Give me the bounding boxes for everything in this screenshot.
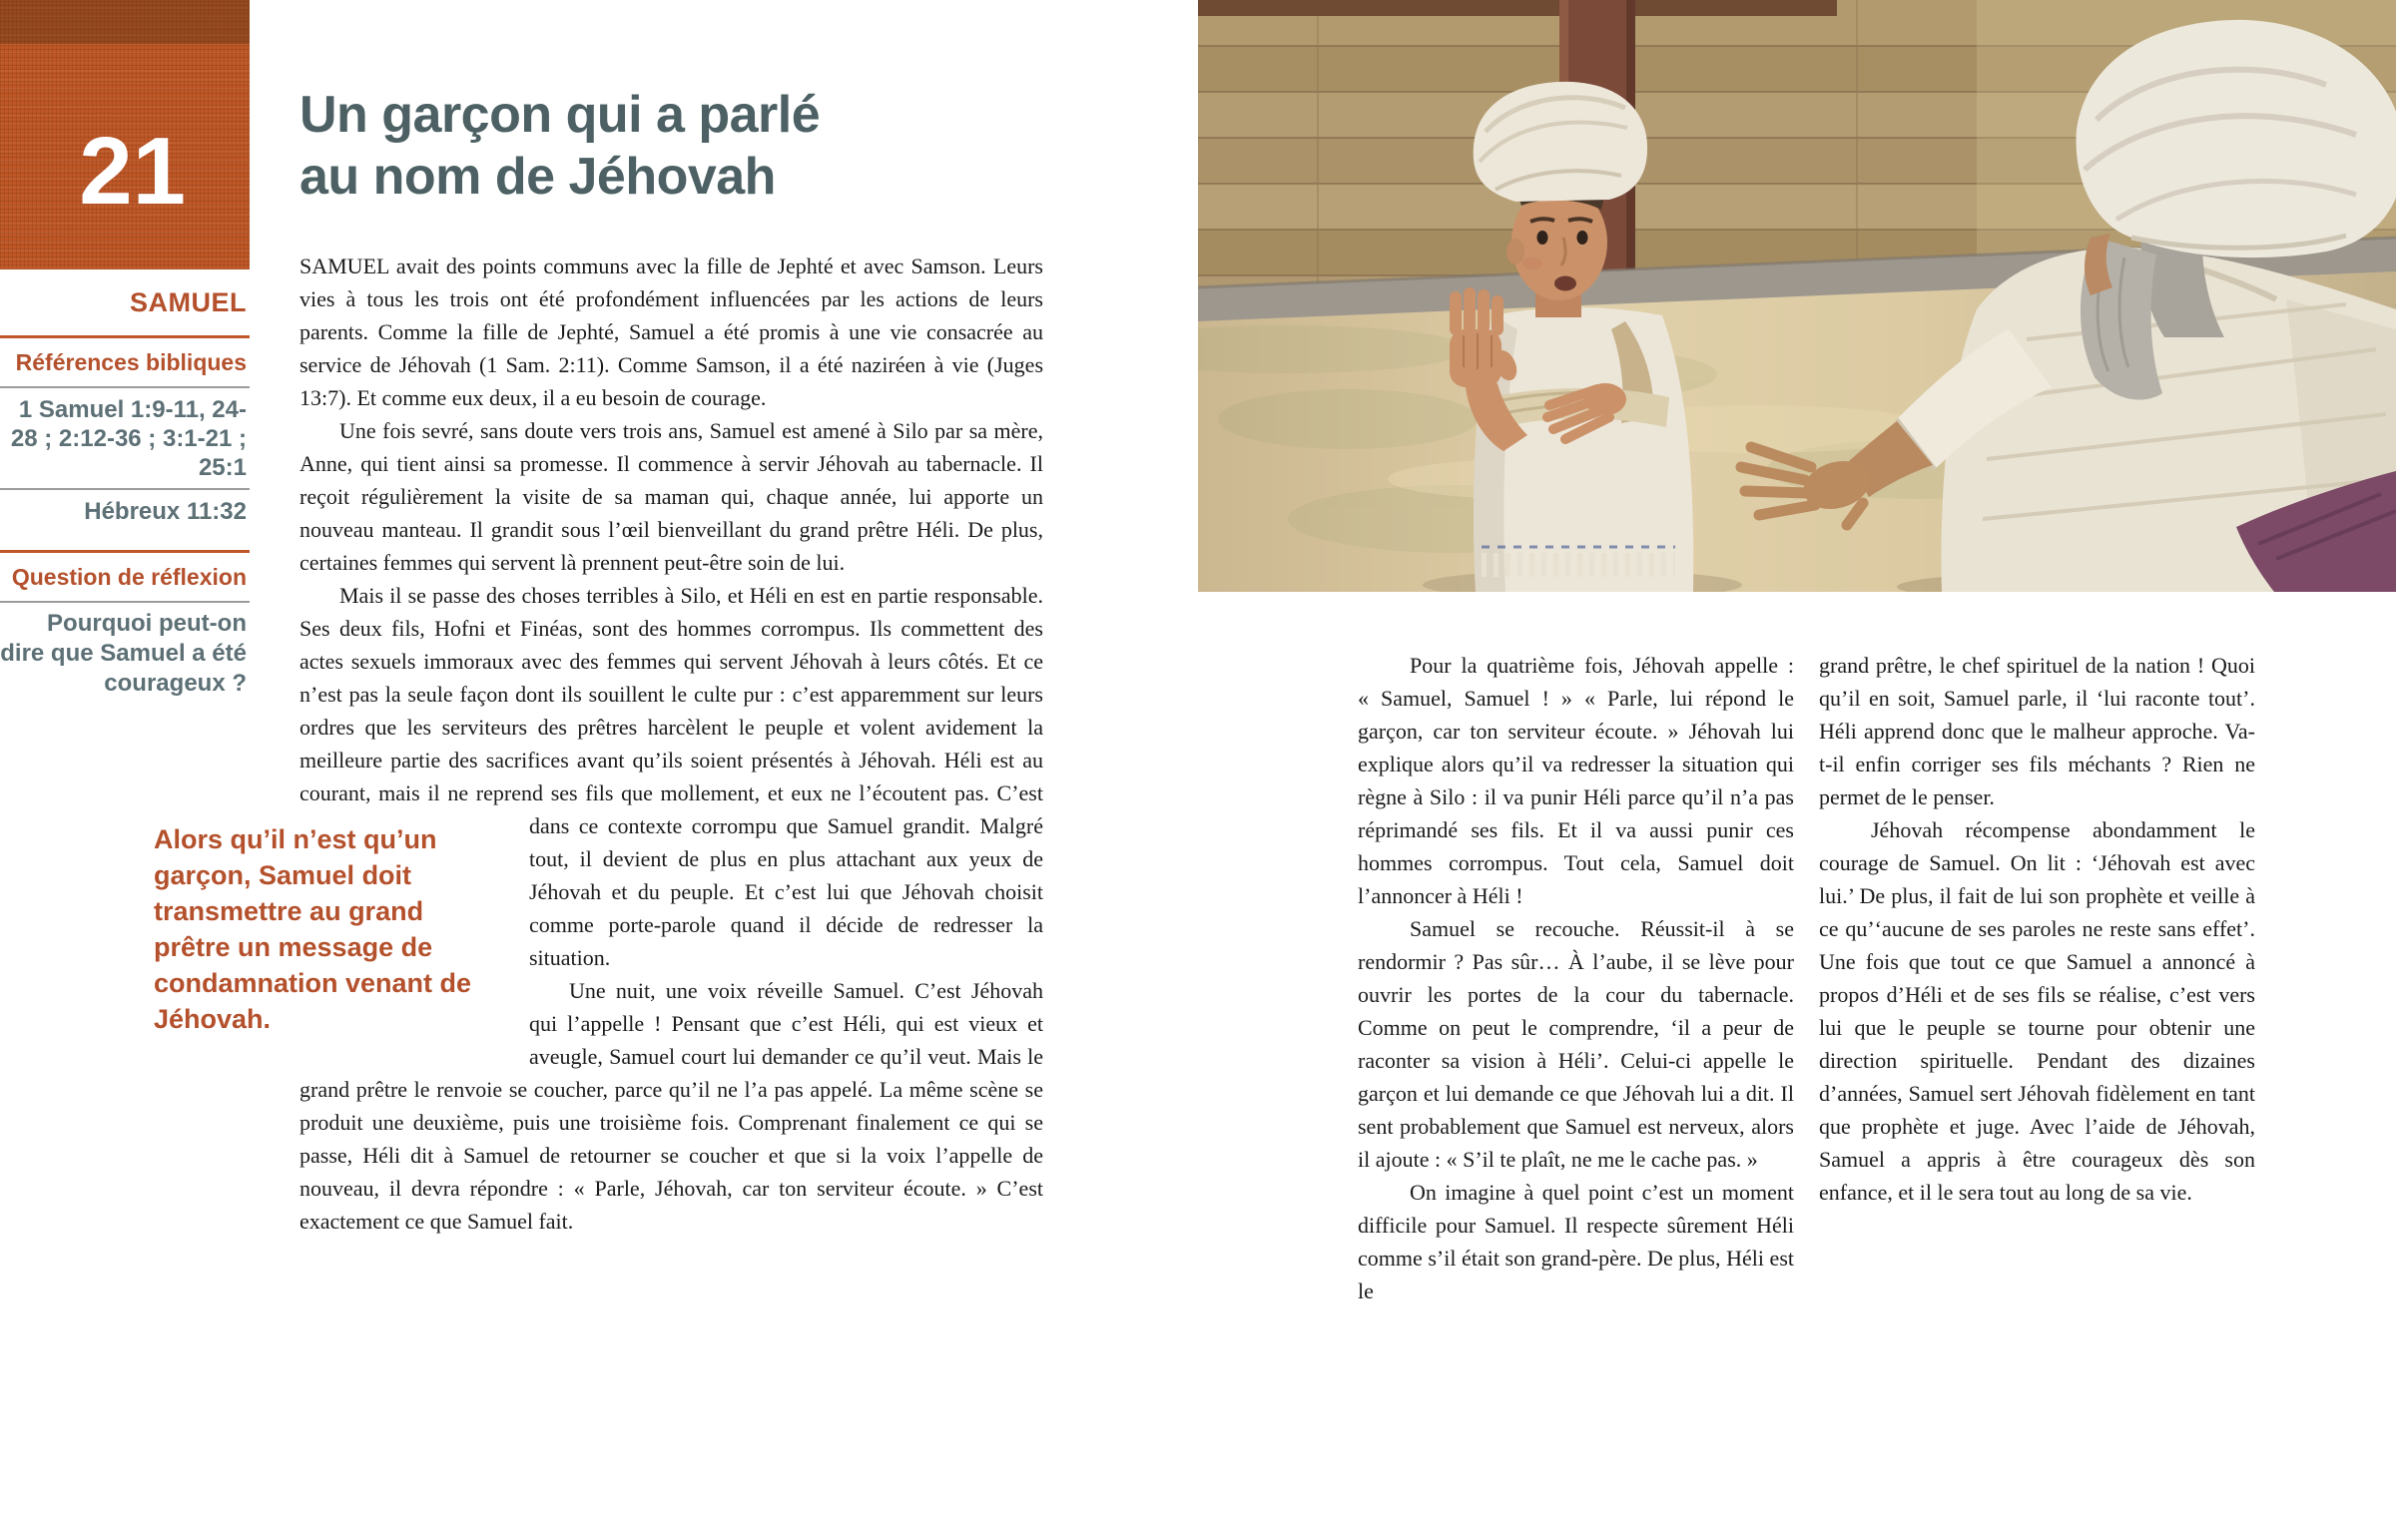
- divider-gray: [0, 386, 250, 388]
- divider-gray: [0, 601, 250, 603]
- paragraph-3-text-after: contexte corrompu que Samuel grandit. Malgré tout, il devient de plus en plus attachant aux yeux de Jéhovah et du peuple. Et c’est lui que Jéhovah choisit comme porte-parole quand il décide de redresser la situation.: [529, 813, 1043, 970]
- divider-orange: [0, 335, 250, 338]
- question-heading: Question de réflexion: [11, 564, 247, 590]
- references-heading: Références bibliques: [15, 349, 247, 375]
- title-line-1: Un garçon qui a parlé: [300, 86, 821, 144]
- column1-paragraph-1: Pour la quatrième fois, Jéhovah appelle : « Samuel, Samuel ! » « Parle, lui répond le garçon, car ton serviteur écoute. » Jéhovah lui explique alors qu’il va redresser la situation qui règne à Silo : il va punir Héli parce qu’il n’a pas réprimandé ses fils. Et il va aussi punir ces hommes corrompus. Tout cela, Samuel doit l’annoncer à Héli !: [1358, 653, 1794, 908]
- wood-beam: [1198, 0, 1837, 16]
- book-label: SAMUEL: [130, 287, 247, 317]
- divider-gray: [0, 488, 250, 490]
- paragraph-3-text-before: Mais il se passe des choses terribles à Silo, et Héli en est en partie responsable. Ses deux fils, Hofni et Finéas, sont des hommes corrompus. Ils commettent des actes sexuels immoraux avec des femmes qui servent Jéhovah à leurs côtés. Et ce n’est pas la seule façon dont ils souillent le culte pur : c’est apparemment sur leurs ordres que les serviteurs des prêtres harcèlent le peuple et volent avidement la meilleure partie des sacrifices avant qu’ils soient présentés à Jéhovah. Héli est au courant, mais il ne reprend ses fils que mollement, et eux ne l’écoutent pas. C’est dans ce: [300, 583, 1043, 838]
- divider-orange: [0, 550, 250, 553]
- column1-paragraph-2: Samuel se recouche. Réussit-il à se rendormir ? Pas sûr… À l’aube, il se lève pour ouvrir les portes de la cour du tabernacle. Comme on peut le comprendre, ‘il a peur de raconter sa vision à Héli’. Celui-ci appelle le garçon et lui demande ce que Jéhovah lui a dit. Il sent probablement que Samuel est nerveux, alors il ajoute : « S’il te plaît, ne me le cache pas. »: [1358, 916, 1794, 1172]
- sidebar: [0, 269, 250, 699]
- body-paragraph-4: Une nuit, une voix réveille Samuel. C’est Jéhovah qui l’appelle ! Pensant que c’est Héli, qui est vieux et aveugle, Samuel court lui demander ce qu’il veut. Mais le grand prêtre le renvoie se coucher, parce qu’il ne l’a pas appelé. La même scène se produit une deuxième, puis une troisième fois. Comprenant finalement ce qui se passe, Héli dit à Samuel de retourner se coucher et que si la voix l’appelle de nouveau, il devra répondre : « Parle, Jéhovah, car ton serviteur écoute. » C’est exactement ce que Samuel fait.: [300, 978, 1043, 1234]
- reflection-question: Pourquoi peut-on dire que Samuel a été courageux ?: [0, 610, 247, 697]
- body-paragraph-3: [154, 579, 1043, 1034]
- pull-quote: Alors qu’il n’est qu’un garçon, Samuel doit transmettre au grand prêtre un message de condamnation venant de Jéhovah.: [154, 824, 472, 1034]
- chapter-title: [300, 84, 1098, 208]
- body-paragraph-2: Une fois sevré, sans doute vers trois ans, Samuel est amené à Silo par sa mère, Anne, qui tient ainsi sa promesse. Il commence à servir Jéhovah au tabernacle. Il reçoit régulièrement la visite de sa maman qui, chaque année, lui apporte un nouveau manteau. Il grandit sous l’œil bienveillant du grand prêtre Héli. De plus, certaines femmes qui servent là prennent peut-être soin de lui.: [300, 418, 1043, 575]
- column1-paragraph-3: On imagine à quel point c’est un moment difficile pour Samuel. Il respecte sûrement Héli comme s’il était son grand-père. De plus, Héli est le: [1358, 1180, 1794, 1303]
- article-body-column-1: [1358, 649, 1794, 1307]
- bible-reference-samuel: 1 Samuel 1:9-11, 24-28 ; 2:12-36 ; 3:1-21 ; 25:1: [10, 396, 247, 481]
- title-line-2: au nom de Jéhovah: [300, 148, 776, 206]
- article-body-column-2: [1819, 649, 2255, 1209]
- chapter-number-block: [0, 0, 250, 269]
- bible-reference-hebrews: Hébreux 11:32: [84, 498, 247, 525]
- column2-paragraph-1: grand prêtre, le chef spirituel de la nation ! Quoi qu’il en soit, Samuel parle, il ‘lui raconte tout’. Héli apprend donc que le malheur approche. Va-t-il enfin corriger ses fils méchants ? Rien ne permet de le penser.: [1819, 653, 2255, 809]
- illustration-samuel-and-eli: [1198, 0, 2396, 592]
- column2-paragraph-2: Jéhovah récompense abondamment le courage de Samuel. On lit : ‘Jéhovah est avec lui.’ De plus, il fait de lui son prophète et veille à ce qu’‘aucune de ses paroles ne reste sans effet’. Une fois que tout ce que Samuel a annoncé à propos d’Héli et de ses fils se réalise, c’est vers lui que le peuple se tourne pour obtenir une direction spirituelle. Pendant des dizaines d’années, Samuel sert Jéhovah fidèlement en tant que prophète et juge. Avec l’aide de Jéhovah, Samuel a appris à être courageux dès son enfance, et il le sera tout au long de sa vie.: [1819, 817, 2255, 1205]
- body-paragraph-1: SAMUEL avait des points communs avec la fille de Jephté et avec Samson. Leurs vies à tous les trois ont été profondément influencées par les actions de leurs parents. Comme la fille de Jephté, Samuel a été promis à une vie consacrée au service de Jéhovah (1 Sam. 2:11). Comme Samson, il a été naziréen à vie (Juges 13:7). Et comme eux deux, il a eu besoin de courage.: [300, 254, 1043, 410]
- chapter-number: 21: [79, 118, 186, 225]
- illustration-canvas: [1198, 0, 2396, 592]
